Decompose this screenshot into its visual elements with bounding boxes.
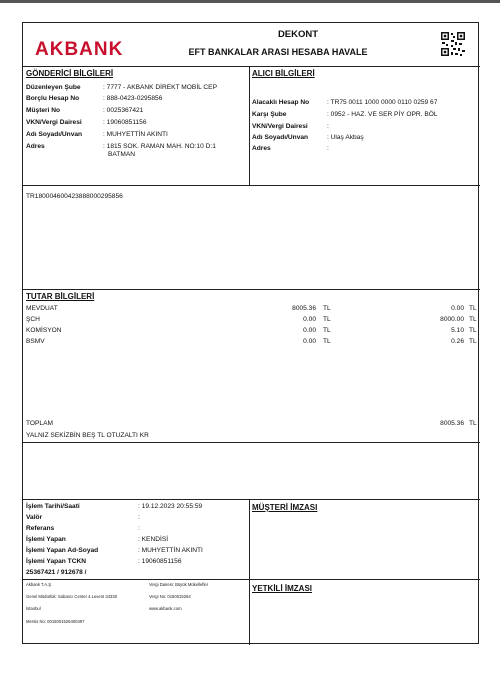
currency: TL bbox=[323, 327, 331, 334]
currency: TL bbox=[469, 316, 477, 323]
column-divider bbox=[249, 66, 250, 185]
column-divider bbox=[249, 499, 250, 645]
currency: TL bbox=[469, 327, 477, 334]
divider bbox=[23, 185, 480, 186]
top-border bbox=[0, 0, 500, 3]
divider bbox=[23, 499, 480, 500]
currency: TL bbox=[469, 338, 477, 345]
sender-address-line2: BATMAN bbox=[108, 151, 135, 158]
footer-left-line: İstanbul bbox=[26, 606, 41, 611]
receipt-document: AKBANK DEKONT EFT BANKALAR ARASI HESABA HAVALE GÖNDERİCİ BİLGİLERİ ALICI BİLGİLERİ Düzenleyen Şube : 7777 - AKBANK DİREKT MOBİL CEP Borçlu Hesap No : 888-0423-0295856 Müşteri No : 0025367421 VKN/Vergi Dairesi : 19060851156 Adı Soyadı/Unvan : MUHYETTİN AKINTI Adres : 1815 SOK. RAMAN MAH. NO:10 D:1 BATMAN Alacaklı Hesap No : TR75 0011 1000 0000 0110 0259 67 Karşı Şube : 0952 - HAZ. VE SER PİY OPR. BÖL VKN/Vergi Dairesi : Adı Soyadı/Unvan : Ulaş Akbaş Adres : TR180004600423888000295856 TUTAR BİLGİLERİ MEVDUAT 8005.36 TL 0.00 TL ŞCH 0.00 TL 8000.00 TL KOMİSYON 0.00 TL 5.10 TL BSMV 0.00 TL 0.26 TL TOPLAM 8005.36 TL YALNIZ SEKİZBİN BEŞ TL OTUZALTI KR İşlem Tarihi/Saati : 19.12.2023 20:55:59 Valör : Referans : İşlemi Yapan : KENDİSİ İşlemi Yapan Ad-Soyad : MUHYETTİN AKINTI İşlemi Yapan TCKN : 19060851156 25367421 / 912678 / MÜŞTERİ İMZASI YETKİLİ İMZASI Akbank T.A.Ş. Genel Müdürlük: Sabancı Center 4.Levent 34330 İstanbul Mersis No: 0015001526400497 Vergi Dairesi: Büyük Mükellefler Vergi No: 0150015264 www.akbank.com bbox=[22, 22, 479, 644]
sender-section-title: GÖNDERİCİ BİLGİLERİ bbox=[26, 69, 114, 78]
total-currency: TL bbox=[469, 420, 477, 427]
footer-left-line: Genel Müdürlük: Sabancı Center 4.Levent 34330 bbox=[26, 594, 118, 599]
amount-col2: 0.26 bbox=[451, 338, 464, 345]
currency: TL bbox=[323, 305, 331, 312]
currency: TL bbox=[469, 305, 477, 312]
amount-col1: 0.00 bbox=[303, 327, 316, 334]
amount-col2: 0.00 bbox=[451, 305, 464, 312]
receiver-section-title: ALICI BİLGİLERİ bbox=[252, 69, 315, 78]
qr-code-icon bbox=[440, 31, 466, 57]
divider bbox=[23, 289, 480, 290]
footer-right-line: Vergi No: 0150015264 bbox=[149, 594, 191, 599]
amount-col2: 8000.00 bbox=[440, 316, 464, 323]
amount-row-label: KOMİSYON bbox=[26, 327, 62, 334]
document-title: DEKONT bbox=[277, 29, 319, 40]
total-label: TOPLAM bbox=[26, 420, 53, 427]
footer-right-line: www.akbank.com bbox=[149, 606, 182, 611]
divider bbox=[23, 442, 480, 443]
divider bbox=[23, 579, 480, 580]
footer-left-line: Akbank T.A.Ş. bbox=[26, 582, 53, 587]
amount-row-label: MEVDUAT bbox=[26, 305, 58, 312]
total-value: 8005.36 bbox=[440, 420, 464, 427]
divider bbox=[23, 66, 480, 67]
customer-signature-title: MÜŞTERİ İMZASI bbox=[252, 503, 318, 512]
document-subtitle: EFT BANKALAR ARASI HESABA HAVALE bbox=[188, 47, 368, 57]
amounts-section-title: TUTAR BİLGİLERİ bbox=[26, 292, 95, 301]
iban-line: TR180004600423888000295856 bbox=[26, 193, 123, 200]
akbank-logo: AKBANK bbox=[35, 39, 124, 60]
footer-left-line: Mersis No: 0015001526400497 bbox=[26, 619, 85, 624]
amount-col1: 0.00 bbox=[303, 338, 316, 345]
amount-col1: 8005.36 bbox=[292, 305, 316, 312]
currency: TL bbox=[323, 316, 331, 323]
currency: TL bbox=[323, 338, 331, 345]
amount-col1: 0.00 bbox=[303, 316, 316, 323]
amount-row-label: BSMV bbox=[26, 338, 45, 345]
total-in-words: YALNIZ SEKİZBİN BEŞ TL OTUZALTI KR bbox=[26, 432, 149, 439]
footer-right-line: Vergi Dairesi: Büyük Mükellefler bbox=[149, 582, 209, 587]
authorized-signature-title: YETKİLİ İMZASI bbox=[252, 584, 312, 593]
amount-col2: 5.10 bbox=[451, 327, 464, 334]
transaction-code: 25367421 / 912678 / bbox=[26, 569, 87, 576]
amount-row-label: ŞCH bbox=[26, 316, 40, 323]
